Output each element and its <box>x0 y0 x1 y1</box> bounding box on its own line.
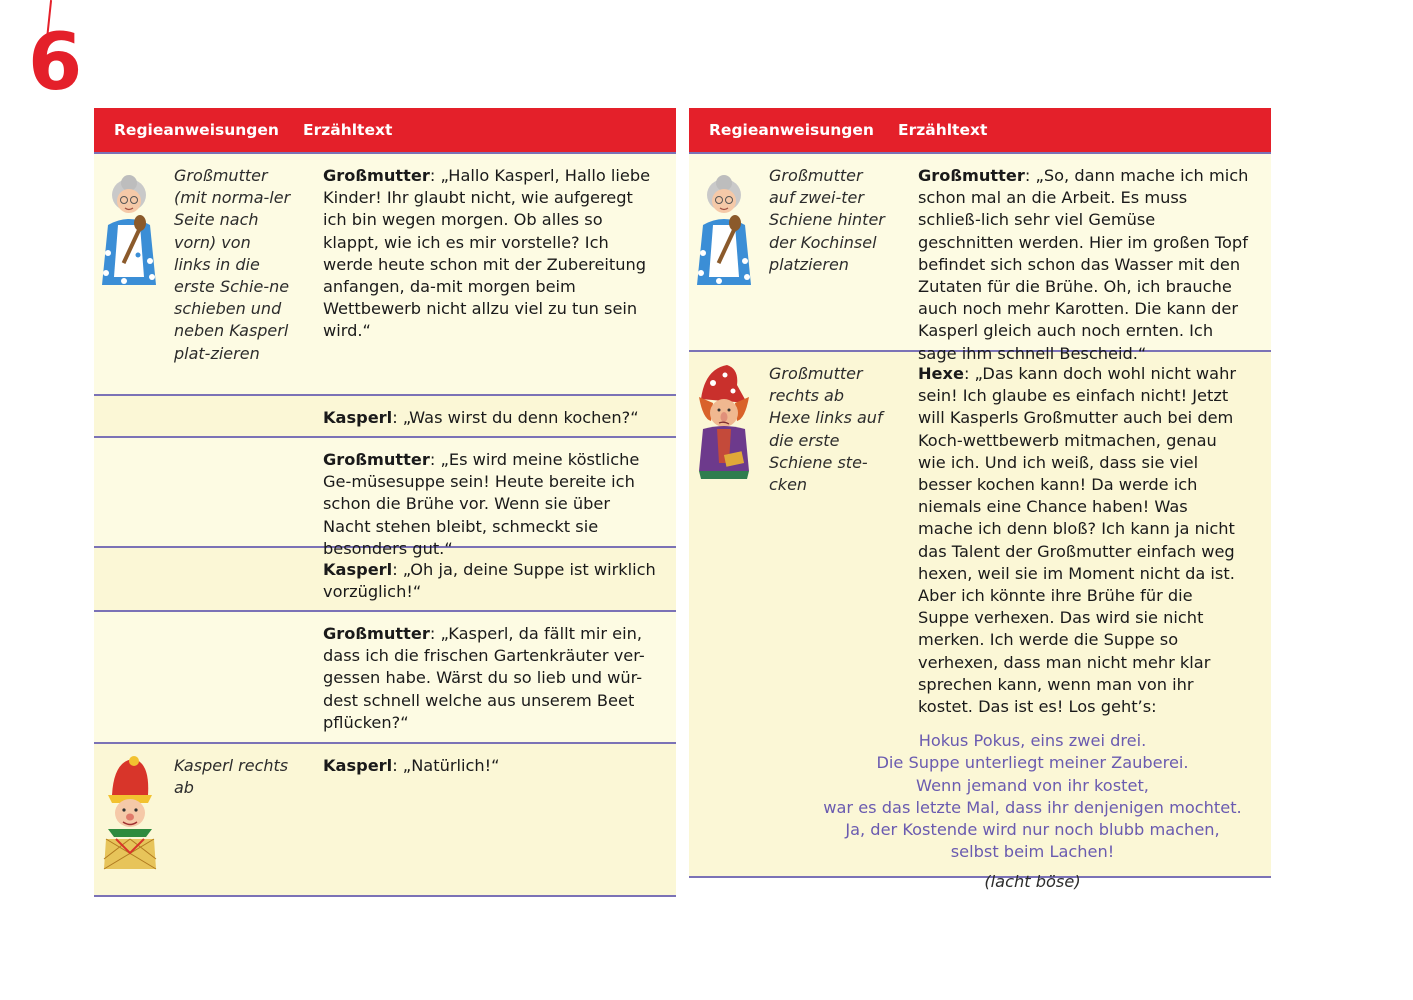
dialogue-line: : „Natürlich!“ <box>392 756 500 775</box>
spell-line: Die Suppe unterliegt meiner Zauberei. <box>876 753 1189 773</box>
header-narrative-text: Erzähltext <box>303 121 393 139</box>
table-row <box>94 396 676 438</box>
stage-direction-inline: (lacht böse) <box>984 872 1081 892</box>
speaker-name: Kasperl <box>323 408 393 427</box>
dialogue-cell <box>323 396 676 436</box>
stage-cell <box>94 396 323 436</box>
table-row <box>689 352 1271 892</box>
dialogue-cell <box>323 548 676 610</box>
grandmother-figure-icon <box>94 165 174 394</box>
table-row <box>94 548 676 612</box>
speaker-name: Großmutter <box>323 450 430 469</box>
magic-spell <box>818 730 1247 893</box>
page-number-digit: 6 <box>28 18 83 108</box>
stage-cell <box>94 548 323 610</box>
stage-cell <box>94 744 323 895</box>
table-row <box>94 154 676 396</box>
header-stage-directions: Regieanweisungen <box>709 121 874 139</box>
dialogue-cell <box>323 154 676 394</box>
stage-direction: Großmutter auf zwei-ter Schiene hinter der Kochinsel platzieren <box>769 166 885 274</box>
page-number <box>22 18 102 108</box>
spell-line: Wenn jemand von ihr kostet, <box>916 775 1149 795</box>
speaker-name: Großmutter <box>918 166 1025 185</box>
dialogue-line: : „Das kann doch wohl nicht wahr sein! Ich glaube es einfach nicht! Jetzt will Kasperls Großmutter auch bei dem Koch-wettbewerb mitmachen, genau wie ich. Und ich weiß, dass sie viel besser kochen kann! Da werde ich niemals eine Chance haben! Was mache ich denn bloß? Ich kann ja nicht das Talent der Großmutter einfach weg hexen, weil sie im Moment nicht da ist. Aber ich könnte ihre Brühe für die Suppe verhexen. Das wird sie nicht merken. Ich werde die Suppe so verhexen, dass man nicht mehr klar sprechen kann, wenn man von ihr kostet. Das ist es! Los geht’s: <box>918 364 1237 717</box>
dialogue-cell <box>918 154 1271 363</box>
dialogue-cell <box>323 438 676 558</box>
table-header <box>689 108 1271 154</box>
dialogue-cell <box>323 612 676 742</box>
grandmother-figure-icon <box>689 165 769 350</box>
dialogue-line: : „Oh ja, deine Suppe ist wirklich vorzüglich!“ <box>323 560 656 602</box>
table-header <box>94 108 676 154</box>
dialogue-line: : „Hallo Kasperl, Hallo liebe Kinder! Ihr glaubt nicht, wie aufgeregt ich bin wegen morgen. Ob alles so klappt, wie ich es mir vorstelle? Ich werde heute schon mit der Zubereitung anfangen, da-mit morgen beim Wettbewerb nicht allzu viel zu tun sein wird.“ <box>323 166 651 341</box>
dialogue-line: : „Es wird meine köstliche Ge-müsesuppe sein! Heute bereite ich schon die Brühe vor. Wenn sie über Nacht stehen bleibt, schmeckt sie besonders gut.“ <box>323 450 640 558</box>
speaker-name: Kasperl <box>323 756 393 775</box>
stage-direction: Großmutter rechts ab Hexe links auf die erste Schiene ste-cken <box>769 364 883 495</box>
stage-cell <box>689 154 918 350</box>
stage-cell <box>94 612 323 742</box>
table-row <box>94 744 676 897</box>
dialogue-line: : „So, dann mache ich mich schon mal an die Arbeit. Es muss schließ-lich sehr viel Gemüse geschnitten werden. Hier im großen Topf befindet sich schon das Wasser mit den Zutaten für die Brühe. Oh, ich brauche auch noch mehr Karotten. Die kann der Kasperl gleich auch noch ernten. Ich sage ihm schnell Bescheid.“ <box>918 166 1249 363</box>
spell-line: selbst beim Lachen! <box>950 842 1115 862</box>
table-row <box>94 438 676 558</box>
script-table-left <box>94 108 676 897</box>
script-table-right <box>689 108 1271 892</box>
spell-line: war es das letzte Mal, dass ihr denjenigen mochtet. <box>823 797 1242 817</box>
spell-line: Hokus Pokus, eins zwei drei. <box>918 731 1147 751</box>
header-narrative-text: Erzähltext <box>898 121 988 139</box>
stage-direction: Kasperl rechts ab <box>174 756 289 798</box>
dialogue-line: : „Kasperl, da fällt mir ein, dass ich die frischen Gartenkräuter ver-gessen habe. Wärst du so lieb und wür-dest schnell welche aus unserem Beet pflücken?“ <box>323 624 645 732</box>
speaker-name: Hexe <box>918 364 964 383</box>
stage-cell <box>94 438 323 546</box>
witch-figure-icon <box>689 363 769 876</box>
header-stage-directions: Regieanweisungen <box>114 121 279 139</box>
stage-direction: Großmutter (mit norma-ler Seite nach vorn) von links in die erste Schie-ne schieben und neben Kasperl plat-zieren <box>174 166 291 363</box>
stage-cell <box>94 154 323 394</box>
table-row <box>689 154 1271 363</box>
kasperl-figure-icon <box>94 755 174 895</box>
dialogue-cell <box>323 744 676 895</box>
speaker-name: Kasperl <box>323 560 393 579</box>
table-row <box>94 612 676 744</box>
speaker-name: Großmutter <box>323 624 430 643</box>
dialogue-line: : „Was wirst du denn kochen?“ <box>392 408 639 427</box>
spell-line: Ja, der Kostende wird nur noch blubb machen, <box>845 820 1220 840</box>
speaker-name: Großmutter <box>323 166 430 185</box>
